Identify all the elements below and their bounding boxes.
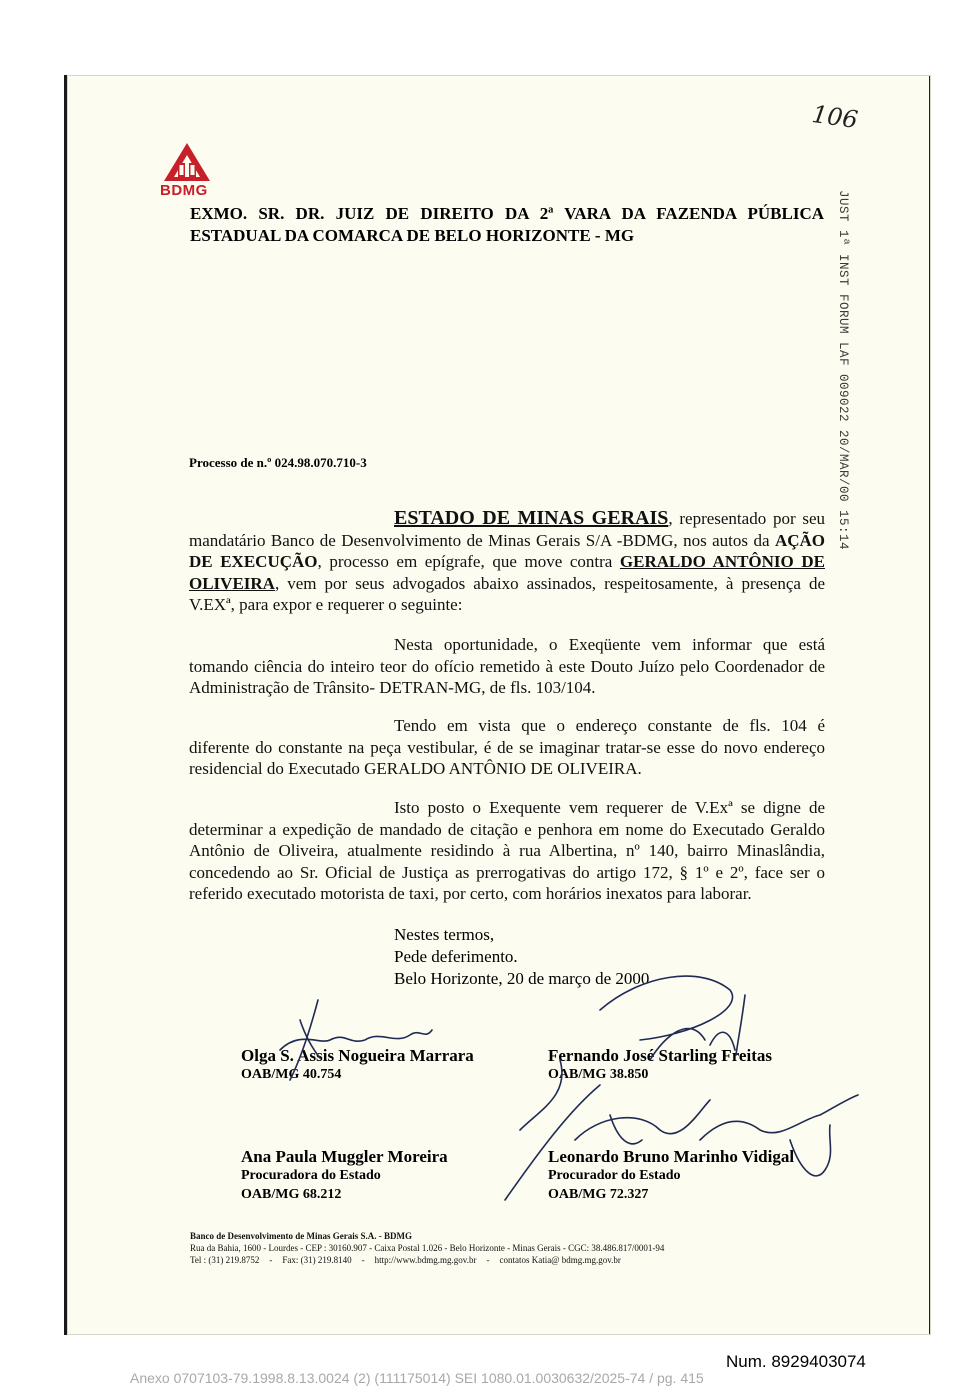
signatory-1 <box>241 1046 474 1084</box>
paragraph-3 <box>189 715 825 780</box>
folio-handwritten-mark: 106 <box>810 99 860 135</box>
protocol-stamp: JUST 1ª INST FORUM LAF 009022 20/MAR/00 15:14 <box>836 190 850 551</box>
scanned-page <box>64 75 931 1335</box>
signatory-role: Procurador do Estado <box>548 1168 681 1183</box>
paragraph-1-text-b: , processo em epígrafe, que move contra <box>317 552 620 571</box>
paragraph-3-rest: diferente do constante na peça vestibular, é de se imaginar tratar-se esse do novo endereço residencial do Executado GERALDO ANTÔNIO DE OLIVEIRA. <box>189 737 825 778</box>
footer-separator: - <box>486 1255 490 1265</box>
addressee-line-1: EXMO. SR. DR. JUIZ DE DIREITO DA 2ª VARA DA FAZENDA PÚBLICA <box>190 204 824 223</box>
signatory-3 <box>241 1147 448 1204</box>
action-name: AÇÃO DE EXECUÇÃO <box>189 530 825 571</box>
closing-block <box>394 924 649 990</box>
paragraph-4-rest: determinar a expedição de mandado de citação e penhora em nome do Executado Geraldo Antônio de Oliveira, atualmente residindo à rua Albertina, nº 140, bairro Minaslândia, concedendo ao Sr. Oficial de Justiça as prerrogativas do artigo 172, § 1º e 2º, face ser o referido executado motorista de taxi, por certo, com horários inexatos para laborar. <box>189 819 825 903</box>
paragraph-1-text-c: , vem por seus advogados abaixo assinados, respeitosamente, à presença de V.EXª, para expor e requerer o seguinte: <box>189 573 825 614</box>
signatory-name: Ana Paula Muggler Moreira <box>241 1147 448 1166</box>
signatory-2 <box>548 1046 772 1084</box>
signatory-role: Procuradora do Estado <box>241 1168 381 1183</box>
footer-address: Rua da Bahia, 1600 - Lourdes - CEP : 30160.907 - Caixa Postal 1.026 - Belo Horizonte - Minas Gerais - CGC: 38.486.817/0001-94 <box>190 1243 665 1253</box>
process-number: Processo de n.º 024.98.070.710-3 <box>189 455 367 470</box>
footer-web: http://www.bdmg.mg.gov.br <box>374 1255 477 1265</box>
paragraph-2-rest: tomando ciência do inteiro teor do ofício remetido à este Douto Juízo pelo Coordenador de Administração de Trânsito- DETRAN-MG, de fls. 103/104. <box>189 656 825 697</box>
footer-contact: contatos Katia@ bdmg.mg.gov.br <box>499 1255 621 1265</box>
signatory-4 <box>548 1147 794 1204</box>
paragraph-2-first-line: Nesta oportunidade, o Exeqüente vem informar que está <box>394 635 825 654</box>
document-number: Num. 8929403074 <box>726 1352 866 1371</box>
signatory-oab: OAB/MG 40.754 <box>241 1067 342 1082</box>
paragraph-1 <box>189 508 825 616</box>
paragraph-1-text-a: , representado por seu mandatário Banco de Desenvolvimento de Minas Gerais S/A -BDMG, nos autos da <box>189 509 826 550</box>
paragraph-2 <box>189 634 825 699</box>
party-name: ESTADO DE MINAS GERAIS <box>394 507 669 529</box>
closing-line-2: Pede deferimento. <box>394 947 518 966</box>
footer-tel: Tel : (31) 219.8752 <box>190 1255 260 1265</box>
defendant-name: GERALDO ANTÔNIO DE OLIVEIRA <box>189 552 825 593</box>
signatory-oab: OAB/MG 72.327 <box>548 1187 649 1202</box>
signatory-oab: OAB/MG 68.212 <box>241 1187 342 1202</box>
closing-line-1: Nestes termos, <box>394 925 495 944</box>
footer-separator: - <box>361 1255 365 1265</box>
annex-reference: Anexo 0707103-79.1998.8.13.0024 (2) (111175014) SEI 1080.01.0030632/2025-74 / pg. 415 <box>130 1370 704 1386</box>
addressee-heading <box>190 203 824 247</box>
footer-contact-row <box>190 1254 664 1266</box>
footer-fax: Fax: (31) 219.8140 <box>282 1255 352 1265</box>
footer-org: Banco de Desenvolvimento de Minas Gerais S.A. - BDMG <box>190 1231 412 1241</box>
signatory-name: Olga S. Assis Nogueira Marrara <box>241 1046 474 1065</box>
paragraph-4-first-line: Isto posto o Exequente vem requerer de V.Exª se digne de <box>394 798 825 817</box>
paragraph-3-first-line: Tendo em vista que o endereço constante de fls. 104 é <box>394 716 825 735</box>
signatory-name: Fernando José Starling Freitas <box>548 1046 772 1065</box>
footer-separator: - <box>269 1255 273 1265</box>
signatory-name: Leonardo Bruno Marinho Vidigal <box>548 1147 795 1166</box>
logo-text: BDMG <box>160 182 208 199</box>
paragraph-4 <box>189 797 825 905</box>
signatory-oab: OAB/MG 38.850 <box>548 1067 649 1082</box>
closing-date: Belo Horizonte, 20 de março de 2000 <box>394 969 650 988</box>
addressee-line-2: ESTADUAL DA COMARCA DE BELO HORIZONTE - MG <box>190 226 635 245</box>
letterhead-footer <box>190 1230 664 1266</box>
